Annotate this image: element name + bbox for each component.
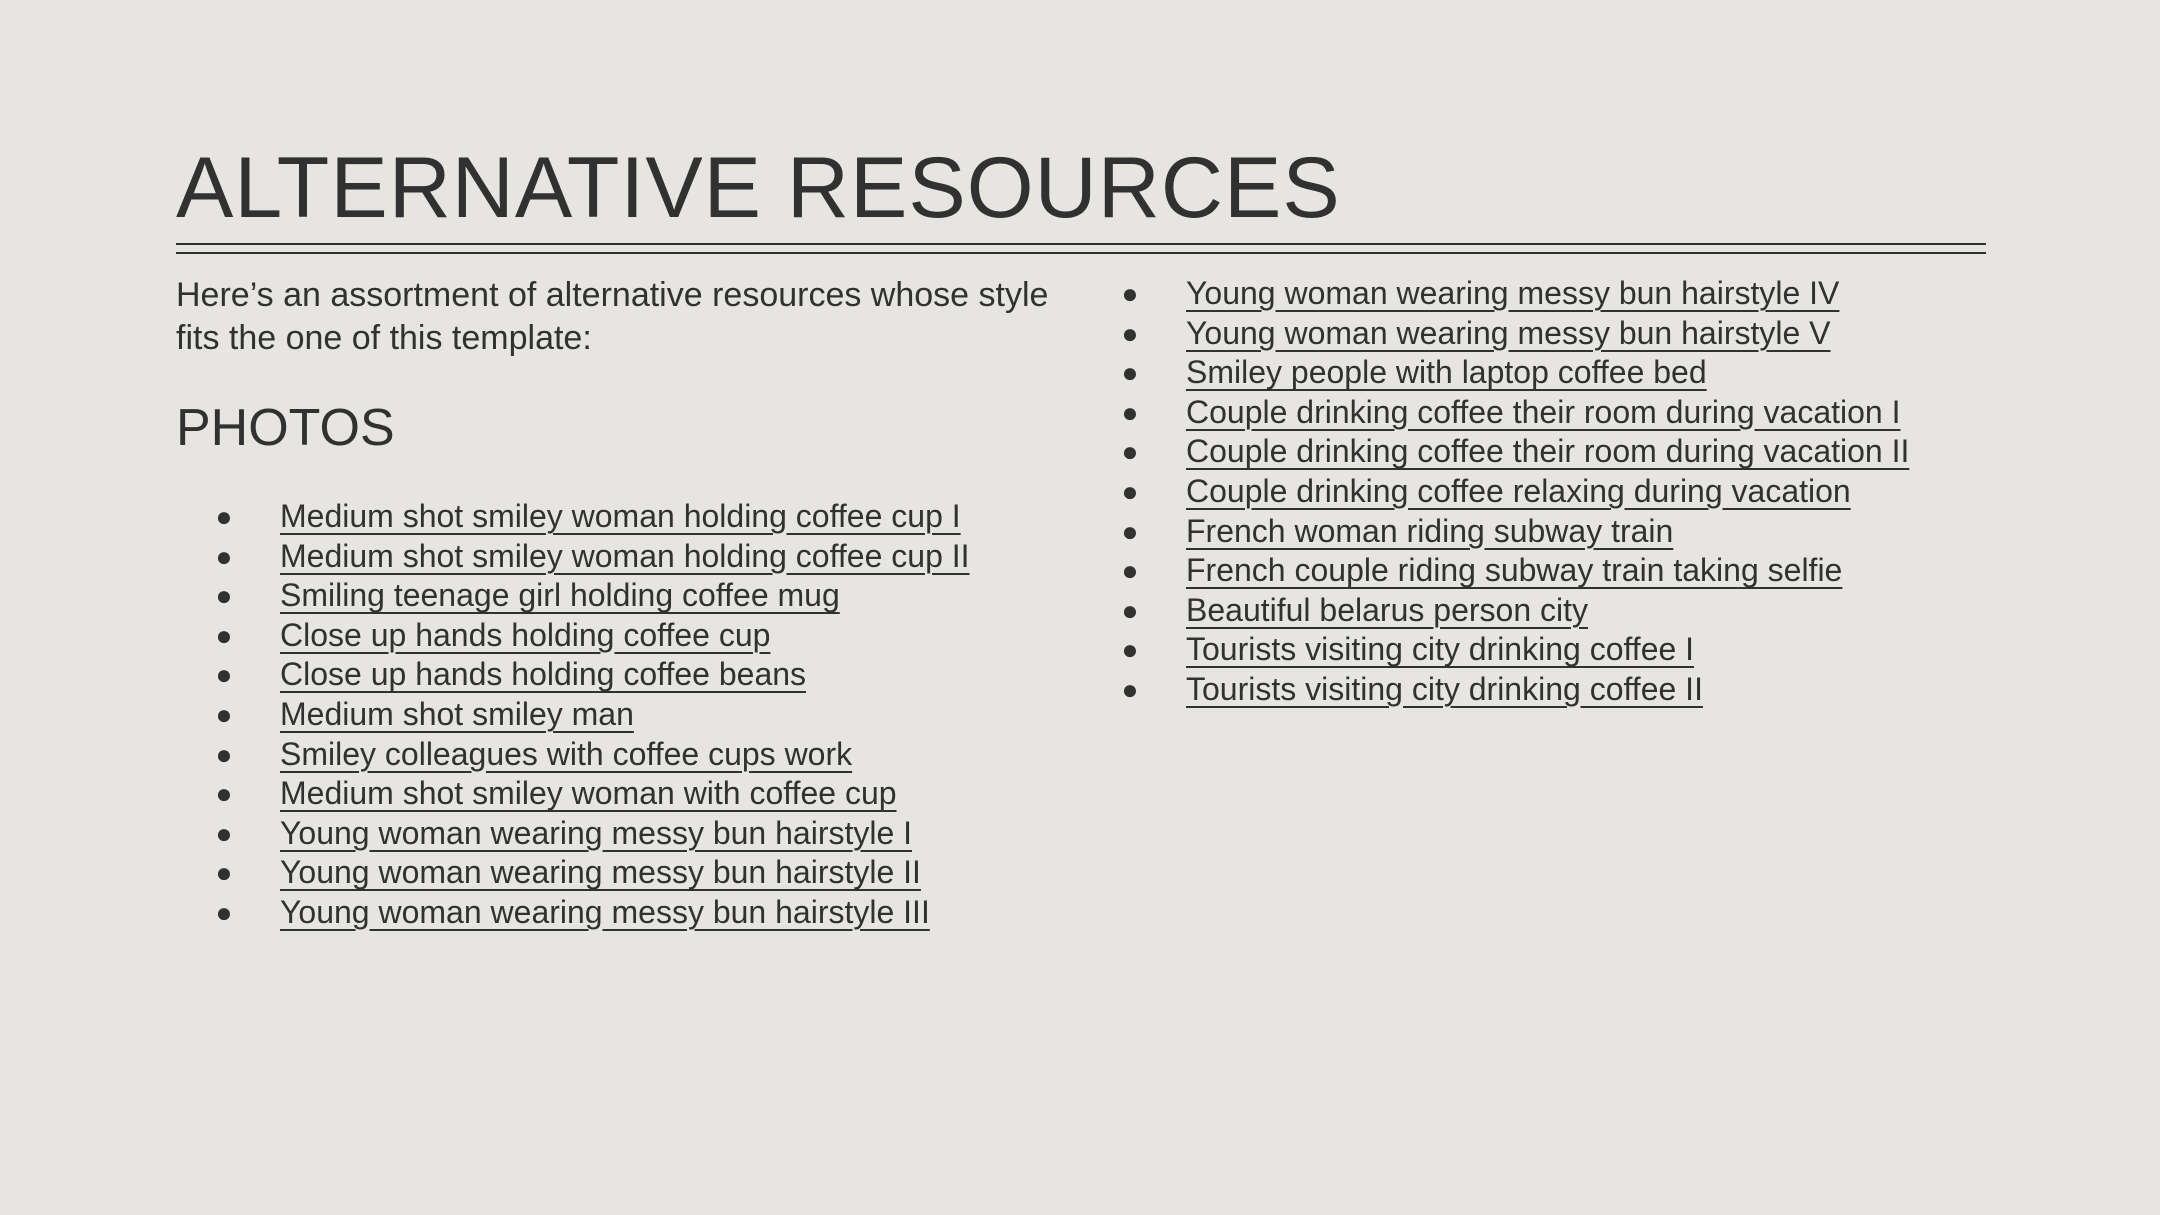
bullet-icon: ● [215,778,233,810]
photo-link[interactable]: Young woman wearing messy bun hairstyle III [280,893,930,930]
photo-link[interactable]: Couple drinking coffee their room during vacation I [1186,393,1901,430]
photo-link[interactable]: Beautiful belarus person city [1186,591,1588,628]
list-item [210,655,1070,695]
bullet-icon: ● [1121,594,1139,626]
photo-link[interactable]: Close up hands holding coffee cup [280,616,771,653]
list-item [210,774,1070,814]
photo-link[interactable]: French woman riding subway train [1186,512,1674,549]
bullet-icon: ● [215,896,233,928]
bullet-icon: ● [1121,475,1139,507]
list-item [1116,591,2116,631]
list-item [210,893,1070,933]
bullet-icon: ● [1121,396,1139,428]
title-divider-top [176,243,1986,245]
list-item [1116,353,2116,393]
list-item [210,576,1070,616]
bullet-icon: ● [1121,673,1139,705]
bullet-icon: ● [1121,357,1139,389]
photo-link[interactable]: Couple drinking coffee relaxing during vacation [1186,472,1851,509]
photo-link[interactable]: Tourists visiting city drinking coffee II [1186,670,1703,707]
photo-link[interactable]: Young woman wearing messy bun hairstyle V [1186,314,1831,351]
photo-link[interactable]: Medium shot smiley woman holding coffee cup I [280,498,961,534]
bullet-icon: ● [1121,634,1139,666]
bullet-icon: ● [215,738,233,770]
photo-link[interactable]: Young woman wearing messy bun hairstyle II [280,854,921,891]
photo-link[interactable]: French couple riding subway train taking selfie [1186,552,1843,589]
list-item [210,616,1070,656]
photo-link[interactable]: Medium shot smiley woman holding coffee cup II [280,537,970,574]
photo-link[interactable]: Close up hands holding coffee beans [280,656,807,693]
photo-link[interactable]: Couple drinking coffee their room during vacation II [1186,433,1910,470]
bullet-icon: ● [215,698,233,730]
photo-link[interactable]: Smiling teenage girl holding coffee mug [280,577,840,614]
list-item [1116,512,2116,552]
list-item [210,814,1070,854]
list-item [1116,274,2116,314]
photo-link[interactable]: Tourists visiting city drinking coffee I [1186,631,1695,668]
bullet-icon: ● [1121,515,1139,547]
list-item [1116,393,2116,433]
slide-title: ALTERNATIVE RESOURCES [176,140,1341,236]
photo-link[interactable]: Young woman wearing messy bun hairstyle IV [1186,275,1840,311]
photo-link[interactable]: Smiley colleagues with coffee cups work [280,735,853,772]
title-divider-bottom [176,252,1986,254]
list-item [210,695,1070,735]
bullet-icon: ● [215,619,233,651]
photo-link[interactable]: Medium shot smiley woman with coffee cup [280,775,897,812]
list-item [1116,670,2116,710]
photo-link[interactable]: Young woman wearing messy bun hairstyle I [280,814,913,851]
photo-link[interactable]: Medium shot smiley man [280,695,634,732]
photo-link[interactable]: Smiley people with laptop coffee bed [1186,354,1707,391]
list-item [210,497,1070,537]
bullet-icon: ● [215,659,233,691]
list-item [1116,314,2116,354]
bullet-icon: ● [215,857,233,889]
intro-text: Here’s an assortment of alternative resources whose style fits the one of this template: [176,276,1049,357]
list-item [1116,472,2116,512]
bullet-icon: ● [1121,555,1139,587]
bullet-icon: ● [215,580,233,612]
photo-links-left [210,497,1070,933]
list-item [210,537,1070,577]
bullet-icon: ● [215,501,233,532]
photos-heading: PHOTOS [176,399,395,457]
bullet-icon: ● [215,817,233,849]
photo-links-right [1116,274,2116,710]
list-item [210,853,1070,893]
bullet-icon: ● [1121,278,1139,309]
list-item [1116,432,2116,472]
bullet-icon: ● [1121,317,1139,349]
bullet-icon: ● [215,540,233,572]
bullet-icon: ● [1121,436,1139,468]
list-item [1116,630,2116,670]
list-item [210,735,1070,775]
list-item [1116,551,2116,591]
